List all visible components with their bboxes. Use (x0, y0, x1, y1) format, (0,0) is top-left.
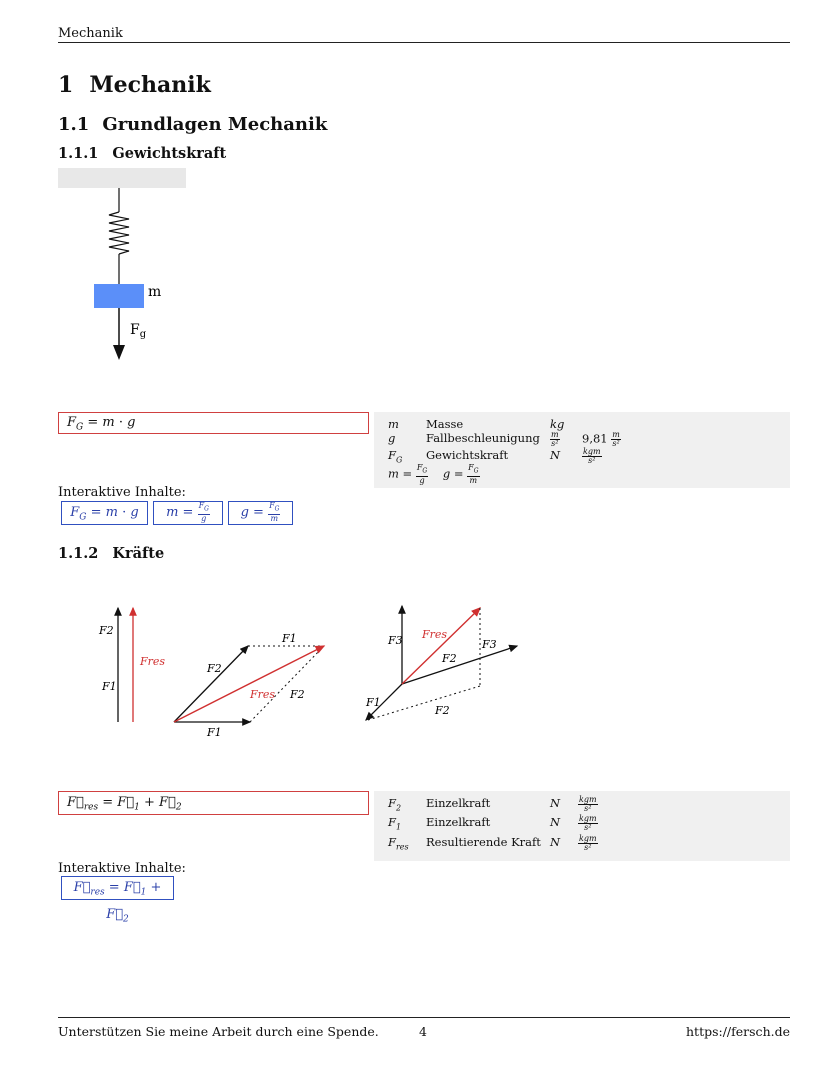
parallelogram-fres (174, 646, 324, 722)
ceiling-block (58, 168, 186, 188)
formula-resultant-force: $F⃗_{res}$ = $F⃗_1$ + $F⃗_2$ (58, 791, 369, 815)
mass-block (94, 284, 144, 308)
label-f2-base: F2 (435, 704, 450, 717)
label-f1-3d: F1 (366, 696, 381, 709)
legend-box-forces (374, 791, 790, 861)
label-f1-dotted: F1 (282, 632, 297, 645)
mass-label: m (148, 284, 162, 300)
footer-donation-text: Unterstützen Sie meine Arbeit durch eine Spende. (58, 1024, 379, 1039)
chapter-heading: 1 Mechanik (58, 72, 211, 98)
interactive-label: Interaktive Inhalte: (58, 861, 186, 876)
weight-arrow-head (113, 345, 125, 360)
vec3d-f2 (402, 646, 517, 684)
label-f2-dotted: F2 (290, 688, 305, 701)
footer-url-link[interactable]: https://fersch.de (686, 1024, 790, 1039)
interactive-link-fres[interactable]: $F⃗_{res}$ = $F⃗_1$ + $F⃗_2$ (61, 876, 174, 900)
weight-force-label: $F_g$ (130, 322, 147, 340)
label-f2-collinear: F2 (99, 624, 114, 637)
subsection-heading-kraefte: 1.1.2 Kräfte (58, 545, 165, 562)
label-f2-par: F2 (207, 662, 222, 675)
footer-rule (58, 1017, 790, 1018)
legend-box-weight (374, 412, 790, 488)
formula-weight-force: $F_G = m \cdot g$ (58, 412, 369, 434)
legend-row: $F_G$ Gewichtskraft N $\frac{\text{kgm}}{\text{s²}}$ (388, 447, 601, 465)
legend-row: $F_1$ Einzelkraft N $\frac{\text{kgm}}{\text{s²}}$ (388, 814, 597, 833)
interactive-link-m[interactable]: m = $\frac{F_G}{g}$ (153, 501, 223, 525)
legend-row: $F_2$ Einzelkraft N $\frac{\text{kgm}}{\text{s²}}$ (388, 795, 597, 813)
vec3d-fres (402, 608, 480, 684)
header-rule (58, 42, 790, 43)
section-heading: 1.1 Grundlagen Mechanik (58, 114, 328, 135)
interactive-label: Interaktive Inhalte: (58, 485, 186, 500)
spring-coil (109, 212, 129, 254)
label-f3: F3 (388, 634, 403, 647)
label-f1-par: F1 (207, 726, 222, 739)
derived-formulas: m = $\frac{F_G}{g}$ g = $\frac{F_G}{m}$ (388, 463, 479, 485)
label-f3-dotted: F3 (482, 638, 497, 651)
label-fres-3d: Fres (422, 628, 448, 641)
page-number: 4 (419, 1024, 427, 1039)
parallelogram-f2 (174, 646, 248, 722)
legend-row: g Fallbeschleunigung $\frac{m}{\text{s²}}$ 9,81 $\frac{m}{\text{s²}}$ (388, 430, 620, 448)
force-vectors-figure (80, 590, 540, 750)
parallelogram-dotted-f2 (250, 646, 324, 722)
spring-mass-figure (58, 168, 198, 368)
vec3d-dotted-base (368, 686, 480, 720)
running-header: Mechanik (58, 26, 123, 41)
interactive-link-g[interactable]: g = $\frac{F_G}{m}$ (228, 501, 293, 525)
label-fres-par: Fres (250, 688, 276, 701)
label-f2-3d: F2 (442, 652, 457, 665)
legend-row: m Masse kg (388, 417, 565, 431)
subsection-heading-gewichtskraft: 1.1.1 Gewichtskraft (58, 145, 227, 162)
legend-row: $F_{res}$ Resultierende Kraft N $\frac{\text{kgm}}{\text{s²}}$ (388, 833, 597, 852)
label-fres-collinear: Fres (140, 655, 166, 668)
label-f1-collinear: F1 (102, 680, 117, 693)
interactive-link-fg[interactable]: $F_G = m \cdot g$ (61, 501, 148, 525)
